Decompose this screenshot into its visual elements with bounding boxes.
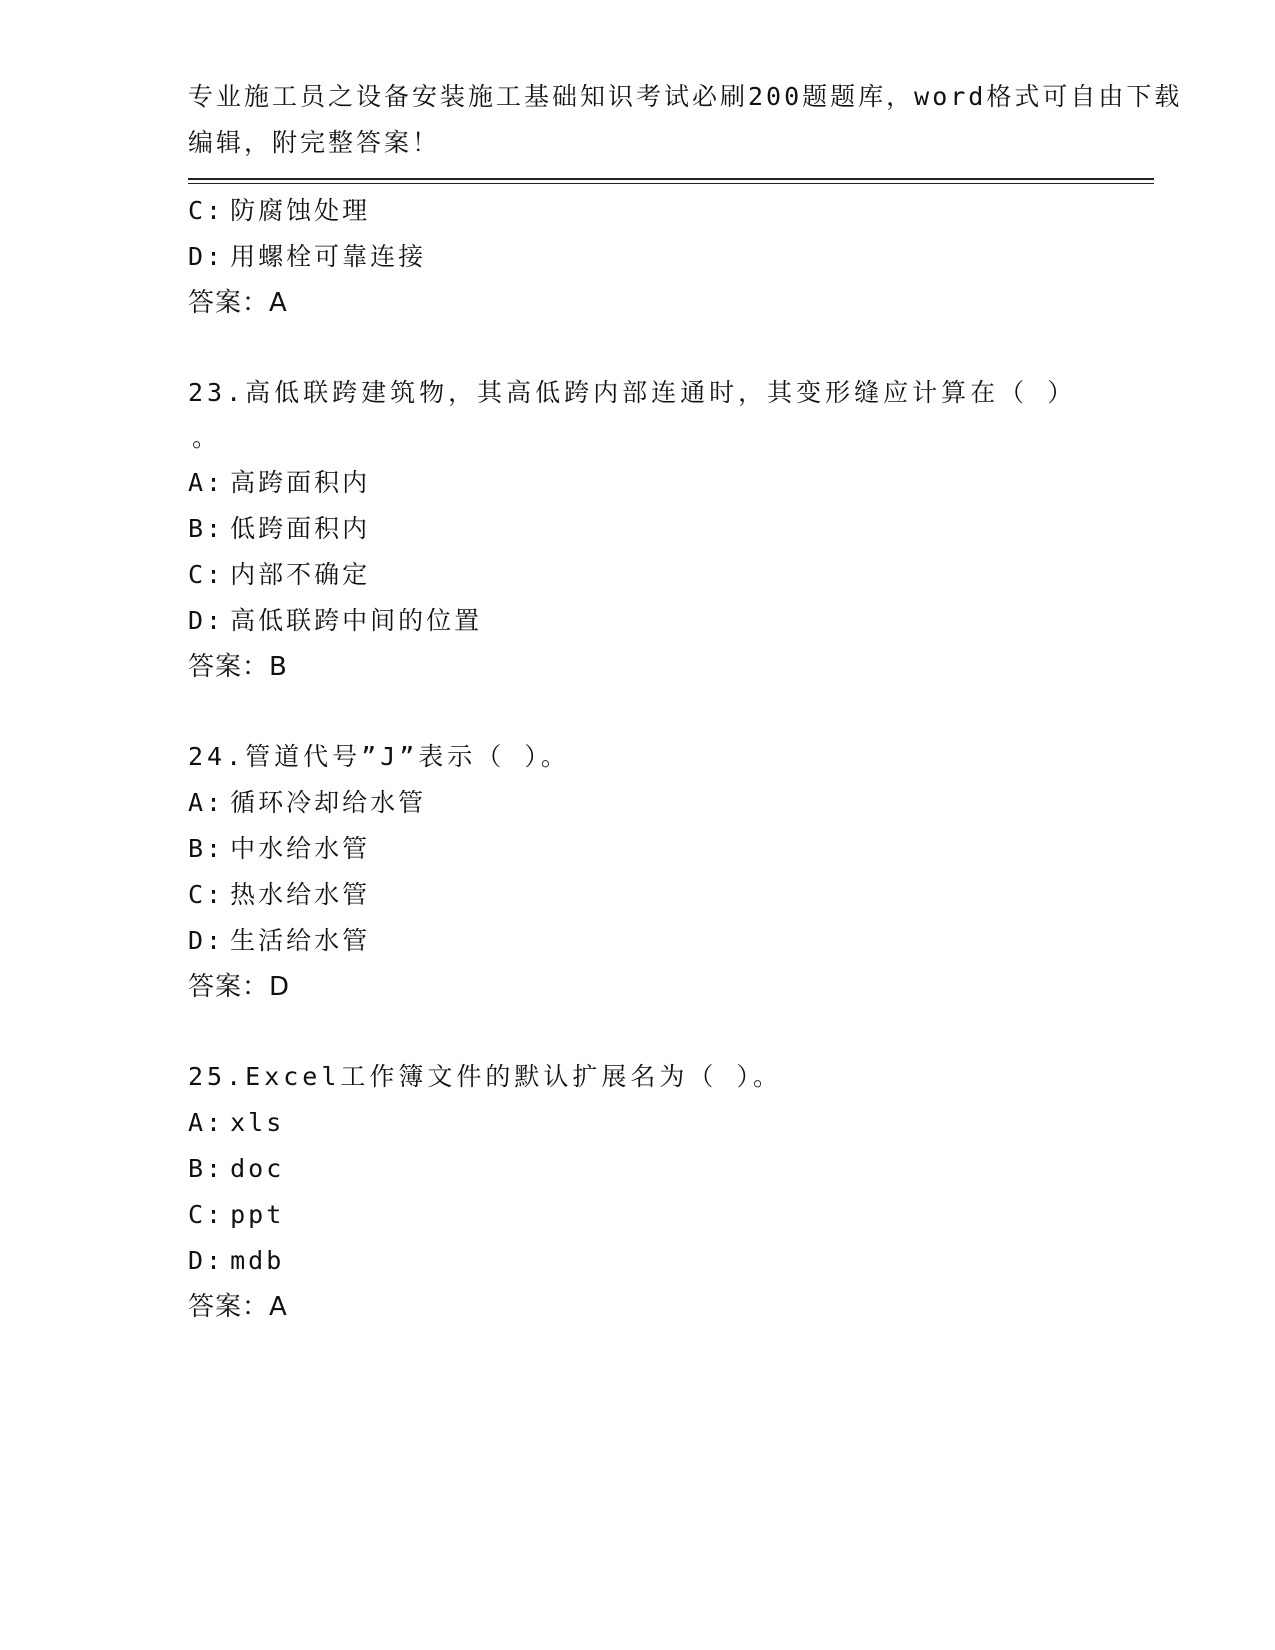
option-text: mdb — [230, 1246, 285, 1275]
option-text: 用螺栓可靠连接 — [230, 242, 427, 271]
answer-line: 答案：D — [188, 972, 291, 1002]
option-text: 防腐蚀处理 — [230, 196, 371, 225]
question-text: 24.管道代号”J”表示（ ）。 — [188, 742, 570, 771]
option-c — [188, 188, 1088, 234]
option-key: A: — [188, 1108, 225, 1137]
option-key: B: — [188, 834, 225, 863]
option-key: B: — [188, 1154, 225, 1183]
option-text: 热水给水管 — [230, 880, 371, 909]
option-text: 生活给水管 — [230, 926, 371, 955]
answer-line: 答案：A — [188, 1292, 288, 1322]
option-c — [188, 1192, 1088, 1238]
option-b — [188, 506, 1088, 552]
option-key: B: — [188, 514, 225, 543]
question-block-25 — [188, 1054, 1088, 1330]
header-divider-bottom — [188, 183, 1154, 184]
option-key: A: — [188, 788, 225, 817]
option-key: D: — [188, 1246, 225, 1275]
option-text: 低跨面积内 — [230, 514, 371, 543]
answer-line: 答案：A — [188, 288, 288, 318]
question-text: 23.高低联跨建筑物，其高低跨内部连通时，其变形缝应计算在（ ） — [188, 378, 1077, 407]
option-key: D: — [188, 606, 225, 635]
option-key: C: — [188, 880, 225, 909]
header-divider-top — [188, 178, 1154, 180]
option-text: xls — [230, 1108, 285, 1137]
option-b — [188, 1146, 1088, 1192]
option-key: C: — [188, 196, 225, 225]
answer-line: 答案：B — [188, 652, 288, 682]
option-key: A: — [188, 468, 225, 497]
header-line-1: 专业施工员之设备安装施工基础知识考试必刷200题题库，word格式可自由下载 — [188, 82, 1183, 111]
option-c — [188, 552, 1088, 598]
option-d — [188, 234, 1088, 280]
option-text: ppt — [230, 1200, 285, 1229]
question-block-24 — [188, 734, 1088, 1010]
option-key: D: — [188, 242, 225, 271]
question-text: 25.Excel工作簿文件的默认扩展名为（ ）。 — [188, 1062, 782, 1091]
question-list — [188, 188, 1088, 1330]
option-a — [188, 780, 1088, 826]
option-text: 高低联跨中间的位置 — [230, 606, 483, 635]
option-d — [188, 918, 1088, 964]
option-c — [188, 872, 1088, 918]
option-key: C: — [188, 1200, 225, 1229]
option-text: 中水给水管 — [230, 834, 371, 863]
option-text: doc — [230, 1154, 285, 1183]
option-a — [188, 460, 1088, 506]
spacer — [188, 1010, 1088, 1054]
document-header — [188, 74, 1183, 166]
question-text-continuation: 。 — [192, 423, 221, 452]
option-d — [188, 598, 1088, 644]
option-text: 高跨面积内 — [230, 468, 371, 497]
spacer — [188, 690, 1088, 734]
question-block-22 — [188, 188, 1088, 326]
option-b — [188, 826, 1088, 872]
option-key: D: — [188, 926, 225, 955]
question-block-23 — [188, 370, 1088, 690]
option-d — [188, 1238, 1088, 1284]
option-text: 内部不确定 — [230, 560, 371, 589]
header-line-2: 编辑，附完整答案！ — [188, 128, 441, 157]
option-text: 循环冷却给水管 — [230, 788, 427, 817]
spacer — [188, 326, 1088, 370]
option-key: C: — [188, 560, 225, 589]
option-a — [188, 1100, 1088, 1146]
